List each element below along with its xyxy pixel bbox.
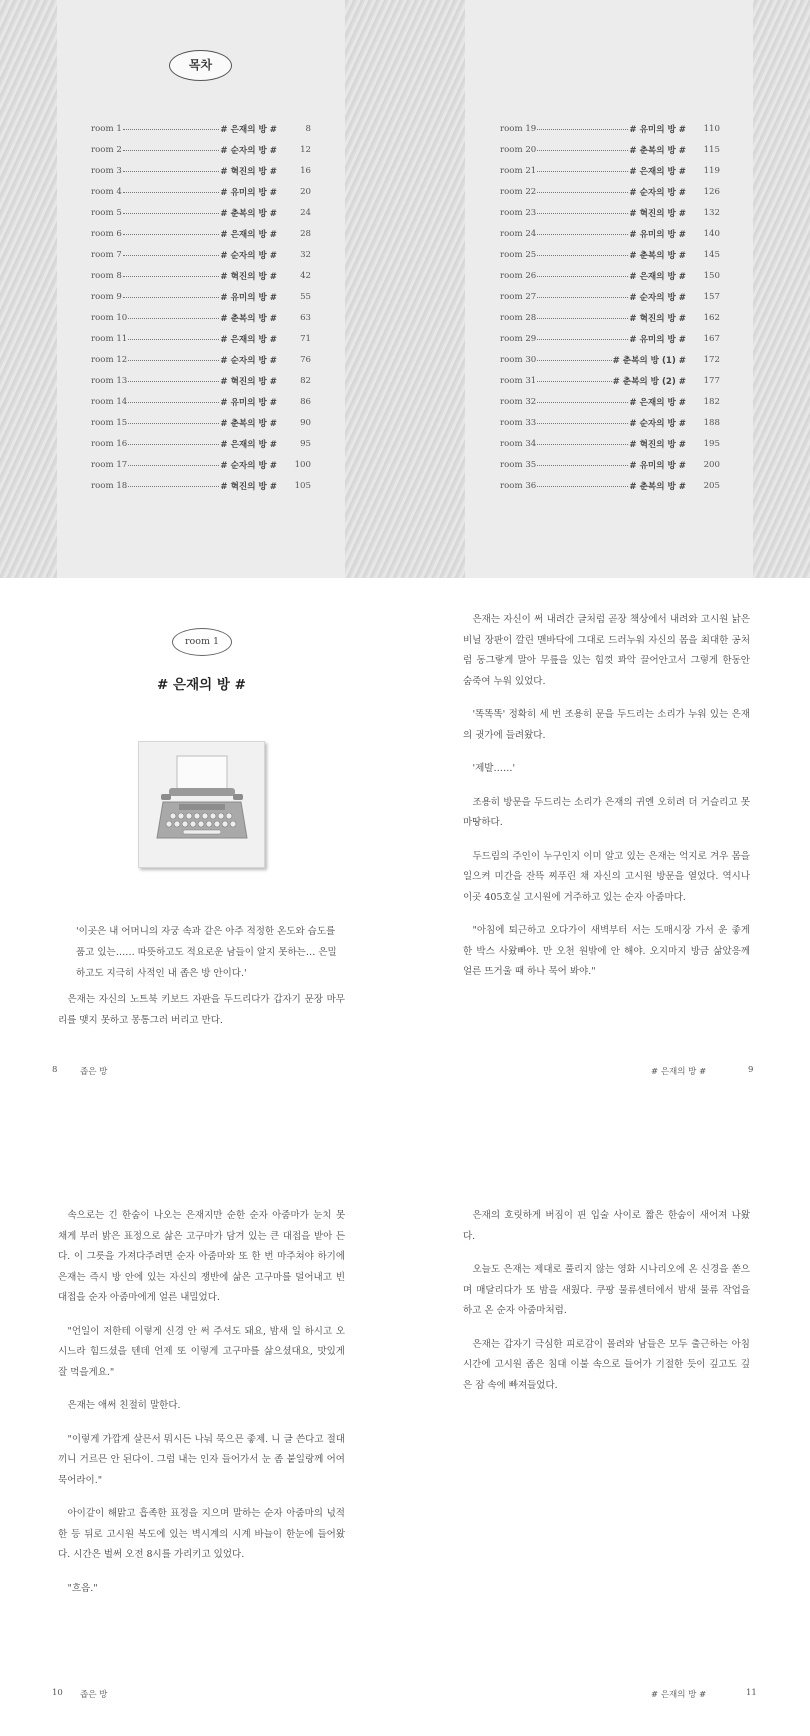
toc-room-label: room 33 xyxy=(500,417,537,428)
page-9-body xyxy=(463,610,750,983)
toc-page-number: 71 xyxy=(300,333,311,344)
toc-chapter-title: # 순자의 방 # xyxy=(220,145,277,156)
toc-entry xyxy=(91,412,311,433)
toc-room-label: room 34 xyxy=(500,438,537,449)
toc-title: 목차 xyxy=(169,50,232,81)
opening-quote: '이곳은 내 어머니의 자궁 속과 같은 아주 적정한 온도와 습도를 품고 있는…… 따뜻하고도 적요로운 남들이 알지 못하는… 은밀하고도 지극히 사적인 내 좁은 방 안이다.' xyxy=(76,926,337,979)
toc-entry xyxy=(91,139,311,160)
toc-chapter-title: # 순자의 방 # xyxy=(220,355,277,366)
toc-room-label: room 1 xyxy=(91,123,122,134)
chapter-title: # 은재의 방 # xyxy=(157,677,246,693)
toc-page-number: 182 xyxy=(703,396,720,407)
page-8 xyxy=(52,578,345,1121)
toc-leader-dots xyxy=(123,129,220,130)
toc-room-label: room 23 xyxy=(500,207,537,218)
toc-page-number: 205 xyxy=(703,480,720,491)
page-8-body xyxy=(58,990,345,1031)
toc-entry xyxy=(91,307,311,328)
toc-leader-dots xyxy=(123,255,220,256)
page-10 xyxy=(52,1121,345,1736)
toc-chapter-title: # 춘복의 방 # xyxy=(629,145,686,156)
toc-room-label: room 29 xyxy=(500,333,537,344)
toc-room-label: room 14 xyxy=(91,396,128,407)
toc-chapter-title: # 순자의 방 # xyxy=(629,187,686,198)
toc-entry xyxy=(500,412,720,433)
toc-leader-dots xyxy=(537,213,628,214)
toc-room-label: room 25 xyxy=(500,249,537,260)
toc-leader-dots xyxy=(537,150,628,151)
toc-page-number: 119 xyxy=(703,165,720,176)
toc-entry xyxy=(500,223,720,244)
toc-chapter-title: # 은재의 방 # xyxy=(220,124,277,135)
toc-chapter-title: # 은재의 방 # xyxy=(220,334,277,345)
toc-leader-dots xyxy=(123,171,220,172)
toc-leader-dots xyxy=(537,465,628,466)
toc-entry xyxy=(91,454,311,475)
toc-entry xyxy=(500,181,720,202)
toc-page-number: 100 xyxy=(294,459,311,470)
toc-entry xyxy=(500,202,720,223)
toc-room-label: room 19 xyxy=(500,123,537,134)
toc-chapter-title: # 춘복의 방 # xyxy=(220,313,277,324)
toc-room-label: room 28 xyxy=(500,312,537,323)
toc-page-number: 188 xyxy=(703,417,720,428)
toc-page-number: 8 xyxy=(305,123,311,134)
toc-chapter-title: # 유미의 방 # xyxy=(629,334,686,345)
toc-chapter-title: # 은재의 방 # xyxy=(629,166,686,177)
toc-room-label: room 18 xyxy=(91,480,128,491)
folio-number: 8 xyxy=(52,1065,58,1075)
toc-page-number: 150 xyxy=(703,270,720,281)
toc-entry xyxy=(91,202,311,223)
toc-chapter-title: # 춘복의 방 (2) # xyxy=(612,376,686,387)
toc-page-number: 177 xyxy=(703,375,720,386)
toc-chapter-title: # 유미의 방 # xyxy=(220,397,277,408)
toc-page-number: 110 xyxy=(703,123,720,134)
room-label: room 1 xyxy=(172,628,232,656)
paragraph: "흐음." xyxy=(67,1582,98,1594)
toc-leader-dots xyxy=(537,360,611,361)
toc-room-label: room 4 xyxy=(91,186,122,197)
toc-chapter-title: # 혁진의 방 # xyxy=(629,313,686,324)
toc-chapter-title: # 혁진의 방 # xyxy=(220,166,277,177)
toc-leader-dots xyxy=(123,276,220,277)
toc-list-right xyxy=(500,118,720,496)
toc-chapter-title: # 유미의 방 # xyxy=(220,187,277,198)
toc-leader-dots xyxy=(128,318,219,319)
folio-book-title: 좁은 방 xyxy=(80,1690,108,1700)
toc-chapter-title: # 춘복의 방 # xyxy=(629,250,686,261)
toc-page-number: 115 xyxy=(703,144,720,155)
toc-leader-dots xyxy=(537,486,628,487)
toc-leader-dots xyxy=(537,318,628,319)
toc-entry xyxy=(91,391,311,412)
toc-room-label: room 13 xyxy=(91,375,128,386)
toc-room-label: room 35 xyxy=(500,459,537,470)
toc-room-label: room 20 xyxy=(500,144,537,155)
paragraph: 은재는 자신이 써 내려간 글처럼 곧장 책상에서 내려와 고시원 낡은 비닐 장판이 깔린 맨바닥에 그대로 드러누워 자신의 몸을 최대한 공처럼 동그랗게 말아 무릎을 있는 힘껏 꽈악 끌어안고서 그렇게 한동안 숨죽여 누워 있었다. xyxy=(463,614,750,687)
paragraph: '제발……' xyxy=(472,763,516,774)
toc-room-label: room 6 xyxy=(91,228,122,239)
toc-chapter-title: # 유미의 방 # xyxy=(629,229,686,240)
typewriter-illustration xyxy=(138,741,265,868)
toc-room-label: room 5 xyxy=(91,207,122,218)
paragraph: 은재는 자신의 노트북 키보드 자판을 두드리다가 갑자기 문장 마무리를 맺지 못하고 몽통그러 버리고 만다. xyxy=(58,994,345,1026)
toc-entry xyxy=(500,454,720,475)
toc-entry xyxy=(500,118,720,139)
toc-leader-dots xyxy=(128,360,219,361)
toc-page-number: 90 xyxy=(300,417,311,428)
toc-page-number: 157 xyxy=(703,291,720,302)
spread-pages-10-11 xyxy=(0,1121,810,1736)
toc-page-number: 145 xyxy=(703,249,720,260)
toc-leader-dots xyxy=(537,339,628,340)
paragraph: 두드림의 주인이 누구인지 이미 알고 있는 은재는 억지로 겨우 몸을 일으켜 미간을 잔뜩 찌푸린 채 자신의 고시원 방문을 열었다. 역시나 이곳 405호실 고시원에 거주하고 있는 순자 아줌마다. xyxy=(463,850,750,903)
folio-number: 11 xyxy=(746,1688,757,1698)
toc-room-label: room 9 xyxy=(91,291,122,302)
toc-room-label: room 2 xyxy=(91,144,122,155)
toc-spread xyxy=(0,0,810,578)
toc-room-label: room 11 xyxy=(91,333,128,344)
toc-chapter-title: # 은재의 방 # xyxy=(220,439,277,450)
toc-chapter-title: # 혁진의 방 # xyxy=(220,271,277,282)
toc-page-number: 32 xyxy=(300,249,311,260)
toc-leader-dots xyxy=(123,192,220,193)
toc-leader-dots xyxy=(537,444,628,445)
paragraph: "이렇게 가깝게 살믄서 뭐시든 나눠 묵으믄 좋제. 니 글 쓴다고 절대 끼니 거르믄 안 된다이. 그럼 내는 인자 들어가서 눈 좀 붙일랑께 어여 묵어라이." xyxy=(58,1433,345,1486)
toc-entry xyxy=(500,265,720,286)
toc-room-label: room 31 xyxy=(500,375,537,386)
toc-entry xyxy=(91,433,311,454)
toc-room-label: room 32 xyxy=(500,396,537,407)
toc-entry xyxy=(91,286,311,307)
typewriter-icon xyxy=(139,742,266,869)
toc-leader-dots xyxy=(537,234,628,235)
toc-page-number: 55 xyxy=(300,291,311,302)
toc-entry xyxy=(91,244,311,265)
toc-leader-dots xyxy=(537,297,628,298)
toc-leader-dots xyxy=(537,423,628,424)
folio-number: 9 xyxy=(748,1065,754,1075)
toc-page-number: 200 xyxy=(703,459,720,470)
toc-page-number: 195 xyxy=(703,438,720,449)
toc-page-number: 76 xyxy=(300,354,311,365)
toc-chapter-title: # 순자의 방 # xyxy=(629,418,686,429)
toc-room-label: room 8 xyxy=(91,270,122,281)
page-11 xyxy=(463,1121,757,1736)
toc-leader-dots xyxy=(128,465,219,466)
toc-page-number: 16 xyxy=(300,165,311,176)
paragraph: "아침에 퇴근하고 오다가이 새벽부터 서는 도매시장 가서 운 좋게 한 박스 사왔빠야. 만 오천 원밖에 안 해야. 오지마지 방금 삶았응께 얼른 뜨거울 때 하나 묵어 봐야." xyxy=(463,925,750,977)
paragraph: 오늘도 은재는 제대로 풀리지 않는 영화 시나리오에 온 신경을 쏟으며 매달리다가 또 밤을 새웠다. 쿠팡 물류센터에서 밤새 물류 작업을 하고 온 순자 아줌마처럼. xyxy=(463,1264,750,1316)
toc-leader-dots xyxy=(537,171,628,172)
toc-chapter-title: # 은재의 방 # xyxy=(220,229,277,240)
folio-chapter: # 은재의 방 # xyxy=(651,1067,707,1077)
toc-room-label: room 30 xyxy=(500,354,537,365)
page-10-body xyxy=(58,1206,345,1599)
toc-room-label: room 7 xyxy=(91,249,122,260)
toc-page-number: 105 xyxy=(294,480,311,491)
toc-leader-dots xyxy=(128,486,219,487)
toc-page-number: 172 xyxy=(703,354,720,365)
toc-entry xyxy=(91,370,311,391)
toc-page-right xyxy=(465,0,753,578)
toc-page-number: 63 xyxy=(300,312,311,323)
toc-leader-dots xyxy=(537,255,628,256)
toc-leader-dots xyxy=(123,213,220,214)
toc-entry xyxy=(500,391,720,412)
toc-chapter-title: # 혁진의 방 # xyxy=(220,481,277,492)
toc-page-left xyxy=(57,0,345,578)
spread-pages-8-9 xyxy=(0,578,810,1121)
toc-page-number: 86 xyxy=(300,396,311,407)
toc-page-number: 95 xyxy=(300,438,311,449)
toc-chapter-title: # 춘복의 방 # xyxy=(220,418,277,429)
toc-leader-dots xyxy=(537,381,611,382)
toc-page-number: 167 xyxy=(703,333,720,344)
toc-chapter-title: # 혁진의 방 # xyxy=(220,376,277,387)
toc-leader-dots xyxy=(128,423,219,424)
toc-room-label: room 21 xyxy=(500,165,537,176)
toc-page-number: 12 xyxy=(300,144,311,155)
toc-room-label: room 3 xyxy=(91,165,122,176)
folio-book-title: 좁은 방 xyxy=(80,1067,108,1077)
folio-chapter: # 은재의 방 # xyxy=(651,1690,707,1700)
toc-room-label: room 17 xyxy=(91,459,128,470)
toc-entry xyxy=(500,328,720,349)
paragraph: 아이같이 해맑고 흡족한 표정을 지으며 말하는 순자 아줌마의 넋적한 등 뒤로 고시원 복도에 있는 벽시계의 시계 바늘이 한눈에 들어왔다. 시간은 벌써 오전 8시를 가리키고 있었다. xyxy=(58,1508,345,1560)
toc-chapter-title: # 순자의 방 # xyxy=(629,292,686,303)
toc-chapter-title: # 은재의 방 # xyxy=(629,397,686,408)
toc-leader-dots xyxy=(128,402,219,403)
toc-entry xyxy=(91,349,311,370)
toc-entry xyxy=(91,160,311,181)
toc-page-number: 28 xyxy=(300,228,311,239)
toc-room-label: room 16 xyxy=(91,438,128,449)
toc-page-number: 140 xyxy=(703,228,720,239)
paragraph: 속으로는 긴 한숨이 나오는 은재지만 순한 순자 아줌마가 눈치 못 채게 부러 밝은 표정으로 삶은 고구마가 담겨 있는 큰 대접을 받아 든다. 이 그릇을 가져다주려면 순자 아줌마와 또 한 번 마주쳐야 하기에 은재는 즉시 방 안에 있는 자신의 쟁반에 삶은 고구마를 덜어내고 빈 대접을 순자 아줌마에게 얼른 내밀었다. xyxy=(58,1210,345,1303)
toc-entry xyxy=(500,349,720,370)
toc-leader-dots xyxy=(537,192,628,193)
toc-chapter-title: # 유미의 방 # xyxy=(220,292,277,303)
toc-chapter-title: # 순자의 방 # xyxy=(220,250,277,261)
toc-chapter-title: # 춘복의 방 # xyxy=(220,208,277,219)
toc-entry xyxy=(500,160,720,181)
toc-leader-dots xyxy=(537,276,628,277)
toc-room-label: room 10 xyxy=(91,312,128,323)
toc-leader-dots xyxy=(128,339,219,340)
page-9 xyxy=(463,578,754,1121)
toc-chapter-title: # 혁진의 방 # xyxy=(629,208,686,219)
toc-room-label: room 27 xyxy=(500,291,537,302)
paragraph: 조용히 방문을 두드리는 소리가 은재의 귀엔 오히려 더 거슬리고 못마땅하다. xyxy=(463,796,750,828)
toc-room-label: room 24 xyxy=(500,228,537,239)
toc-leader-dots xyxy=(537,129,628,130)
toc-page-number: 82 xyxy=(300,375,311,386)
toc-entry xyxy=(91,223,311,244)
toc-leader-dots xyxy=(537,402,628,403)
toc-page-number: 42 xyxy=(300,270,311,281)
toc-leader-dots xyxy=(128,444,219,445)
toc-entry xyxy=(91,475,311,496)
paragraph: '똑똑똑' 정확히 세 번 조용히 문을 두드리는 소리가 누워 있는 은재의 귓가에 들려왔다. xyxy=(463,709,750,741)
toc-list-left xyxy=(91,118,311,496)
toc-entry xyxy=(91,118,311,139)
toc-page-number: 132 xyxy=(703,207,720,218)
toc-entry xyxy=(500,370,720,391)
toc-room-label: room 12 xyxy=(91,354,128,365)
toc-leader-dots xyxy=(123,297,220,298)
toc-room-label: room 26 xyxy=(500,270,537,281)
toc-leader-dots xyxy=(123,234,220,235)
toc-chapter-title: # 유미의 방 # xyxy=(629,460,686,471)
toc-page-number: 126 xyxy=(703,186,720,197)
toc-entry xyxy=(500,139,720,160)
toc-chapter-title: # 춘복의 방 (1) # xyxy=(612,355,686,366)
toc-leader-dots xyxy=(123,150,220,151)
paragraph: 은재는 갑자기 극심한 피로감이 몰려와 남들은 모두 출근하는 아침 시간에 고시원 좁은 침대 이불 속으로 들어가 기절한 듯이 깊고도 깊은 잠 속에 빠져들었다. xyxy=(463,1338,750,1391)
toc-page-number: 24 xyxy=(300,207,311,218)
toc-leader-dots xyxy=(128,381,219,382)
page-11-body xyxy=(463,1206,750,1396)
toc-chapter-title: # 유미의 방 # xyxy=(629,124,686,135)
toc-entry xyxy=(91,265,311,286)
toc-chapter-title: # 혁진의 방 # xyxy=(629,439,686,450)
toc-entry xyxy=(500,286,720,307)
toc-chapter-title: # 순자의 방 # xyxy=(220,460,277,471)
toc-entry xyxy=(500,475,720,496)
toc-entry xyxy=(500,244,720,265)
paragraph: "언일이 저한테 이렇게 신경 안 써 주셔도 돼요, 밤새 일 하시고 오시느라 힘드셨을 텐데 언제 또 이렇게 고구마를 삶으셨대요, 맛있게 잘 먹을게요." xyxy=(58,1325,345,1378)
toc-room-label: room 22 xyxy=(500,186,537,197)
toc-chapter-title: # 은재의 방 # xyxy=(629,271,686,282)
toc-room-label: room 36 xyxy=(500,480,537,491)
toc-entry xyxy=(91,328,311,349)
folio-number: 10 xyxy=(52,1688,63,1698)
toc-page-number: 20 xyxy=(300,186,311,197)
toc-page-number: 162 xyxy=(703,312,720,323)
toc-entry xyxy=(500,433,720,454)
toc-chapter-title: # 춘복의 방 # xyxy=(629,481,686,492)
toc-entry xyxy=(91,181,311,202)
paragraph: 은재는 애써 친절히 말한다. xyxy=(67,1400,181,1411)
toc-entry xyxy=(500,307,720,328)
toc-room-label: room 15 xyxy=(91,417,128,428)
paragraph: 은재의 호릿하게 버짐이 핀 입술 사이로 짧은 한숨이 새어져 나왔다. xyxy=(463,1210,750,1242)
